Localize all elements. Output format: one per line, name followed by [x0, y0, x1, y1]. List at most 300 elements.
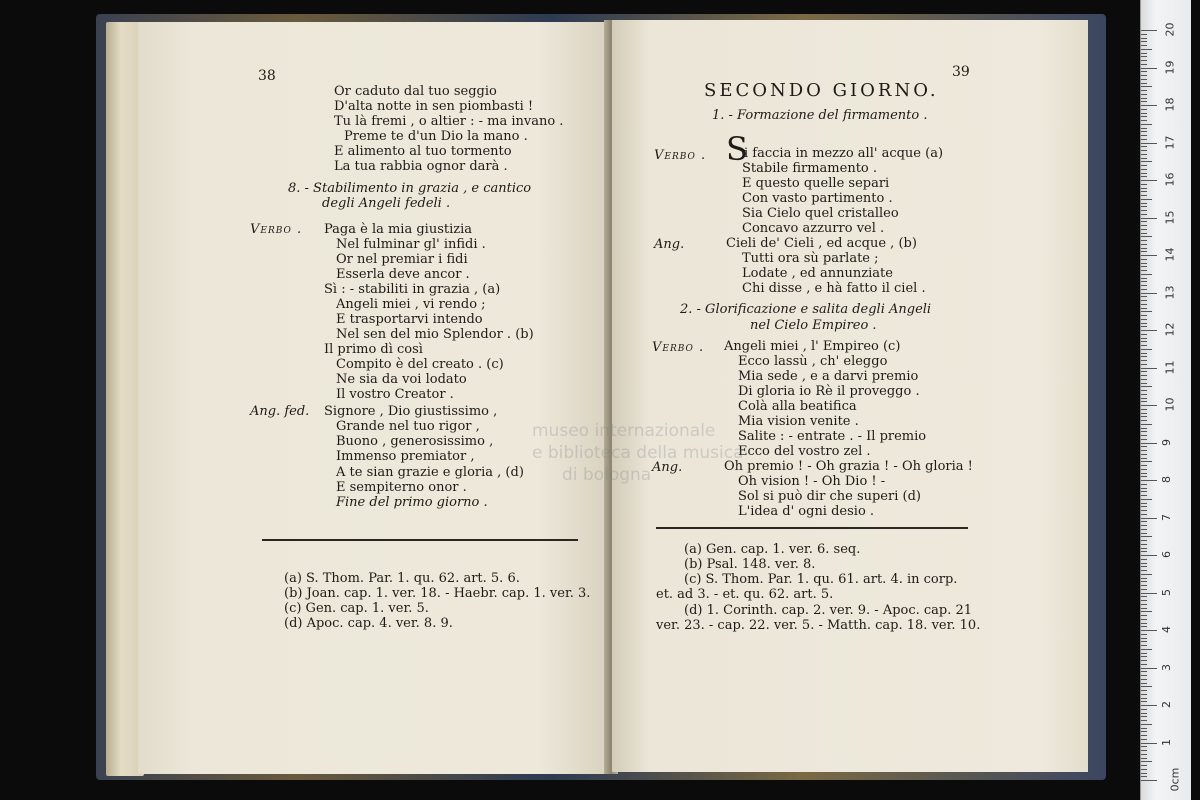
speaker-label: Verbo . [652, 340, 705, 355]
ruler-tick [1141, 356, 1147, 357]
ruler-tick [1141, 683, 1147, 684]
ruler-tick [1141, 60, 1147, 61]
ruler-tick [1141, 476, 1147, 477]
verse-line: Lodate , ed annunziate [742, 266, 893, 281]
ruler-label: 17 [1163, 135, 1177, 149]
verse-line: Cieli de' Cieli , ed acque , (b) [726, 236, 917, 251]
verse-line: Grande nel tuo rigor , [336, 419, 480, 434]
ruler-tick [1141, 510, 1147, 511]
ruler-tick [1141, 506, 1147, 507]
ruler-tick [1141, 345, 1147, 346]
ruler-tick [1141, 116, 1147, 117]
drop-cap: S [726, 130, 748, 168]
ruler-tick [1141, 49, 1152, 50]
ruler-tick [1141, 548, 1147, 549]
ruler-tick [1141, 705, 1157, 706]
ruler-tick [1141, 454, 1147, 455]
ruler-tick [1141, 311, 1152, 312]
ruler-tick [1141, 525, 1147, 526]
ruler-tick [1141, 139, 1147, 140]
ruler-tick [1141, 143, 1157, 144]
page-number-left: 38 [258, 68, 276, 84]
footnote: (b) Joan. cap. 1. ver. 18. - Haebr. cap. 1. ver. 3. [284, 586, 591, 601]
ruler-tick [1141, 150, 1147, 151]
ruler-tick [1141, 334, 1147, 335]
ruler-tick [1141, 296, 1147, 297]
ruler-tick [1141, 611, 1152, 612]
ruler-label: 3 [1160, 663, 1173, 671]
ruler-tick [1141, 754, 1147, 755]
ruler-tick [1141, 495, 1147, 496]
ruler-tick [1141, 233, 1147, 234]
ruler-tick [1141, 581, 1147, 582]
verse-line: Ecco del vostro zel . [738, 444, 871, 459]
ruler-tick [1141, 416, 1147, 417]
ruler-tick [1141, 330, 1157, 331]
verse-line: L'idea d' ogni desio . [738, 504, 875, 519]
ruler-tick [1141, 326, 1147, 327]
ruler-label: 0cm [1168, 767, 1182, 792]
ruler-label: 4 [1160, 626, 1173, 633]
ruler-tick [1141, 214, 1147, 215]
ruler-tick [1141, 259, 1147, 260]
ruler-tick [1141, 431, 1147, 432]
speaker-label: Ang. [652, 460, 683, 475]
ruler-tick [1141, 604, 1147, 605]
ruler-tick [1141, 375, 1147, 376]
ruler-tick [1141, 465, 1147, 466]
ruler-tick [1141, 195, 1147, 196]
verse-line: E sempiterno onor . [336, 480, 467, 495]
ruler-tick [1141, 383, 1147, 384]
ruler-tick [1141, 668, 1157, 669]
ruler-tick [1141, 308, 1147, 309]
ruler-tick [1141, 270, 1147, 271]
verse-line: Preme te d'un Dio la mano . [344, 129, 528, 144]
verse-line: Signore , Dio giustissimo , [324, 404, 498, 419]
ruler-tick [1141, 641, 1147, 642]
verse-line: Ecco lassù , ch' eleggo [738, 354, 888, 369]
footnote: (a) S. Thom. Par. 1. qu. 62. art. 5. 6. [284, 571, 520, 586]
ruler-tick [1141, 199, 1152, 200]
ruler-tick [1141, 563, 1147, 564]
ruler-tick [1141, 698, 1147, 699]
ruler-tick [1141, 758, 1147, 759]
ruler-label: 8 [1160, 476, 1173, 483]
ruler-tick [1141, 656, 1147, 657]
ruler-tick [1141, 244, 1147, 245]
ruler-tick [1141, 135, 1147, 136]
ruler-tick [1141, 113, 1147, 114]
footnote: (c) S. Thom. Par. 1. qu. 61. art. 4. in corp. [684, 572, 958, 587]
ruler-tick [1141, 450, 1147, 451]
ruler-tick [1141, 649, 1152, 650]
ruler-tick [1141, 585, 1147, 586]
ruler-tick [1141, 293, 1157, 294]
ruler-tick [1141, 274, 1152, 275]
ruler-tick [1141, 371, 1147, 372]
ruler-tick [1141, 101, 1147, 102]
ruler-tick [1141, 630, 1157, 631]
ruler-label: 2 [1160, 701, 1173, 708]
ruler-tick [1141, 679, 1147, 680]
verse-line: Tu là fremi , o altier : - ma invano . [334, 114, 564, 129]
verse-line: Sì : - stabiliti in grazia , (a) [324, 282, 501, 297]
verse-line: Oh vision ! - Oh Dio ! - [738, 474, 886, 489]
ruler-tick [1141, 349, 1152, 350]
ruler-tick [1141, 671, 1147, 672]
ruler-tick [1141, 289, 1147, 290]
ruler-tick [1141, 255, 1157, 256]
ruler-label: 13 [1163, 285, 1177, 299]
ruler-tick [1141, 341, 1147, 342]
section-heading: nel Cielo Empireo . [750, 318, 877, 333]
ruler-tick [1141, 773, 1147, 774]
ruler-tick [1141, 428, 1147, 429]
ruler-tick [1141, 540, 1147, 541]
verse-line: E alimento al tuo tormento [334, 144, 512, 159]
watermark-line: e biblioteca della musica [532, 443, 744, 463]
ruler-tick [1141, 720, 1147, 721]
ruler-tick [1141, 229, 1147, 230]
ruler-tick [1141, 83, 1147, 84]
ruler-tick [1141, 461, 1152, 462]
verse-line: Immenso premiator , [336, 449, 475, 464]
ruler-tick [1141, 765, 1147, 766]
library-watermark [532, 420, 744, 486]
verse-line: La tua rabbia ognor darà . [334, 159, 508, 174]
ruler-tick [1141, 360, 1147, 361]
ruler-tick [1141, 480, 1157, 481]
ruler-tick [1141, 401, 1147, 402]
verse-line: Mia vision venite . [738, 414, 859, 429]
ruler-tick [1141, 263, 1147, 264]
ruler-label: 19 [1163, 60, 1177, 74]
ruler-tick [1141, 45, 1147, 46]
ruler-tick [1141, 694, 1147, 695]
verse-line: Oh premio ! - Oh grazia ! - Oh gloria ! [724, 459, 973, 474]
ruler-tick [1141, 281, 1147, 282]
ruler-tick [1141, 544, 1147, 545]
verse-line: A te sian grazie e gloria , (d) [336, 465, 524, 480]
ruler-label: 12 [1163, 322, 1177, 337]
ruler-tick [1141, 536, 1152, 537]
section-heading: 2. - Glorificazione e salita degli Angeli [680, 302, 932, 317]
ruler-tick [1141, 379, 1147, 380]
ruler-tick [1141, 409, 1147, 410]
ruler-tick [1141, 709, 1147, 710]
ruler-tick [1141, 405, 1157, 406]
ruler-tick [1141, 251, 1147, 252]
verse-line: Concavo azzurro vel . [742, 221, 885, 236]
ruler-tick [1141, 146, 1147, 147]
ruler-tick [1141, 488, 1147, 489]
ruler-tick [1141, 469, 1147, 470]
ruler-label: 5 [1160, 588, 1173, 596]
left-page [138, 22, 608, 774]
ruler-tick [1141, 364, 1147, 365]
ruler-tick [1141, 593, 1157, 594]
ruler-tick [1141, 71, 1147, 72]
ruler-tick [1141, 41, 1147, 42]
verse-line: Esserla deve ancor . [336, 267, 470, 282]
ruler-tick [1141, 735, 1147, 736]
ruler-tick [1141, 473, 1147, 474]
ruler-tick [1141, 191, 1147, 192]
ruler-tick [1141, 724, 1152, 725]
ruler-tick [1141, 570, 1147, 571]
ruler-tick [1141, 623, 1147, 624]
ruler-tick [1141, 56, 1147, 57]
ruler-tick [1141, 210, 1147, 211]
ruler-tick [1141, 248, 1147, 249]
ruler-tick [1141, 596, 1147, 597]
ruler-tick [1141, 780, 1157, 781]
verse-line: Angeli miei , vi rendo ; [336, 297, 486, 312]
ruler-tick [1141, 203, 1147, 204]
ruler-tick [1141, 491, 1147, 492]
ruler-tick [1141, 439, 1147, 440]
ruler-tick [1141, 686, 1152, 687]
ruler-tick [1141, 645, 1147, 646]
verse-line: E questo quelle separi [742, 176, 890, 191]
ruler-tick [1141, 154, 1147, 155]
ruler-tick [1141, 158, 1147, 159]
ruler-tick [1141, 105, 1157, 106]
ruler-tick [1141, 701, 1147, 702]
ruler-tick [1141, 769, 1147, 770]
ruler-tick [1141, 79, 1147, 80]
ruler-tick [1141, 514, 1147, 515]
ruler-tick [1141, 86, 1152, 87]
verse-line: Il vostro Creator . [336, 387, 454, 402]
footnote: (a) Gen. cap. 1. ver. 6. seq. [684, 542, 861, 557]
ruler-tick [1141, 304, 1147, 305]
verse-line: Colà alla beatifica [738, 399, 857, 414]
ruler-tick [1141, 518, 1157, 519]
ruler-tick [1141, 443, 1157, 444]
ruler-tick [1141, 278, 1147, 279]
ruler-tick [1141, 221, 1147, 222]
ruler-tick [1141, 109, 1147, 110]
ruler-tick [1141, 420, 1147, 421]
ruler-tick [1141, 743, 1157, 744]
right-page [612, 20, 1088, 772]
ruler-tick [1141, 731, 1147, 732]
ruler-tick [1141, 34, 1147, 35]
footnote-rule [656, 527, 968, 529]
ruler-tick [1141, 589, 1147, 590]
ruler-tick [1141, 184, 1147, 185]
ruler-tick [1141, 120, 1147, 121]
ruler-tick [1141, 653, 1147, 654]
verse-line: Con vasto partimento . [742, 191, 893, 206]
footnote: (d) 1. Corinth. cap. 2. ver. 9. - Apoc. cap. 21 [684, 603, 973, 618]
ruler-label: 1 [1160, 738, 1173, 746]
ruler-tick [1141, 713, 1147, 714]
ruler-tick [1141, 53, 1147, 54]
ruler-tick [1141, 124, 1152, 125]
verse-line: Mia sede , e a darvi premio [738, 369, 919, 384]
ruler-tick [1141, 64, 1147, 65]
ruler-tick [1141, 660, 1147, 661]
ruler-tick [1141, 353, 1147, 354]
verse-line: Salite : - entrate . - Il premio [738, 429, 927, 444]
ruler-tick [1141, 169, 1147, 170]
ruler-tick [1141, 761, 1152, 762]
ruler-tick [1141, 94, 1147, 95]
ruler-tick [1141, 746, 1147, 747]
section-heading: 8. - Stabilimento in grazia , e cantico [288, 181, 532, 196]
ruler-tick [1141, 315, 1147, 316]
footnote-rule [262, 539, 578, 541]
verse-line: Nel fulminar gl' infidi . [336, 237, 486, 252]
ruler-label: 10 [1163, 397, 1177, 412]
verse-line: Or caduto dal tuo seggio [334, 84, 497, 99]
ruler-tick [1141, 664, 1147, 665]
ruler-label: 6 [1160, 551, 1173, 558]
ruler-tick [1141, 574, 1152, 575]
ruler-tick [1141, 68, 1157, 69]
ruler-tick [1141, 458, 1147, 459]
ruler-tick [1141, 776, 1147, 777]
verse-line: Paga è la mia giustizia [324, 222, 473, 237]
ruler-tick [1141, 206, 1147, 207]
ruler-label: 9 [1160, 438, 1173, 446]
ruler-tick [1141, 323, 1147, 324]
ruler-tick [1141, 626, 1147, 627]
ruler-tick [1141, 413, 1147, 414]
ruler-tick [1141, 173, 1147, 174]
verse-line: Tutti ora sù parlate ; [742, 251, 879, 266]
speaker-label: Verbo . [654, 148, 707, 163]
ruler-tick [1141, 90, 1147, 91]
ruler-tick [1141, 180, 1157, 181]
ruler-tick [1141, 551, 1147, 552]
speaker-label: Ang. [654, 237, 685, 252]
verse-line: Buono , generosissimo , [336, 434, 494, 449]
ruler-tick [1141, 638, 1147, 639]
section-heading: 1. - Formazione del firmamento . [712, 108, 928, 123]
ruler-tick [1141, 559, 1147, 560]
ruler-tick [1141, 619, 1147, 620]
ruler-label: 20 [1163, 22, 1177, 37]
ruler-tick [1141, 690, 1147, 691]
ruler-tick [1141, 319, 1147, 320]
ruler-tick [1141, 435, 1147, 436]
ruler-tick [1141, 75, 1147, 76]
ruler-tick [1141, 368, 1157, 369]
ruler-tick [1141, 521, 1147, 522]
ruler-tick [1141, 236, 1152, 237]
verse-line: Il primo dì così [324, 342, 423, 357]
speaker-label: Ang. fed. [250, 404, 310, 419]
verse-line: Angeli miei , l' Empireo (c) [724, 339, 901, 354]
page-number-right: 39 [952, 64, 970, 80]
ruler-tick [1141, 218, 1157, 219]
ruler-tick [1141, 225, 1147, 226]
verse-line: Or nel premiar i fidi [336, 252, 468, 267]
ruler-tick [1141, 398, 1147, 399]
verse-line: Chi disse , e hà fatto il ciel . [742, 281, 926, 296]
verse-line: D'alta notte in sen piombasti ! [334, 99, 534, 114]
verse-line: Sia Cielo quel cristalleo [742, 206, 899, 221]
ruler-tick [1141, 386, 1152, 387]
ruler-tick [1141, 503, 1147, 504]
ruler-tick [1141, 615, 1147, 616]
ruler-tick [1141, 578, 1147, 579]
verse-line: i faccia in mezzo all' acque (a) [744, 146, 944, 161]
speaker-label: Verbo . [250, 222, 303, 237]
section-heading: degli Angeli fedeli . [322, 196, 451, 211]
ruler-label: 15 [1163, 210, 1177, 224]
ruler-tick [1141, 394, 1147, 395]
footnote: ver. 23. - cap. 22. ver. 5. - Matth. cap. 18. ver. 10. [656, 618, 981, 633]
ruler-label: 16 [1163, 172, 1177, 187]
ruler-tick [1141, 165, 1147, 166]
watermark-line: di bologna [562, 465, 652, 485]
ruler-tick [1141, 131, 1147, 132]
ruler-tick [1141, 128, 1147, 129]
verse-line: Compito è del creato . (c) [336, 357, 504, 372]
verse-line: Ne sia da voi lodato [336, 372, 467, 387]
ruler-tick [1141, 750, 1147, 751]
ruler-tick [1141, 240, 1147, 241]
chapter-title: SECONDO GIORNO. [704, 80, 939, 101]
ruler-tick [1141, 634, 1147, 635]
ruler-tick [1141, 608, 1147, 609]
ruler-tick [1141, 533, 1147, 534]
ruler-label: 18 [1163, 97, 1177, 112]
ruler-tick [1141, 390, 1147, 391]
ruler-tick [1141, 266, 1147, 267]
ruler-tick [1141, 161, 1152, 162]
ruler-tick [1141, 566, 1147, 567]
ruler-tick [1141, 728, 1147, 729]
measuring-ruler [1140, 0, 1191, 800]
ruler-tick [1141, 30, 1157, 31]
ruler-tick [1141, 716, 1147, 717]
ruler-tick [1141, 176, 1147, 177]
ruler-tick [1141, 285, 1147, 286]
ruler-tick [1141, 38, 1147, 39]
ruler-tick [1141, 188, 1147, 189]
verse-line: Di gloria io Rè il proveggo . [738, 384, 920, 399]
ruler-tick [1141, 424, 1152, 425]
ruler-label: 11 [1163, 360, 1177, 374]
verse-line: Sol si può dir che superi (d) [738, 489, 921, 504]
footnote: (c) Gen. cap. 1. ver. 5. [284, 601, 429, 616]
ruler-tick [1141, 300, 1147, 301]
ruler-tick [1141, 555, 1157, 556]
ruler-tick [1141, 98, 1147, 99]
footnote: (d) Apoc. cap. 4. ver. 8. 9. [284, 616, 453, 631]
footnote: (b) Psal. 148. ver. 8. [684, 557, 816, 572]
verse-line: E trasportarvi intendo [336, 312, 483, 327]
ruler-tick [1141, 600, 1147, 601]
end-line: Fine del primo giorno . [336, 495, 488, 510]
ruler-tick [1141, 499, 1152, 500]
verse-line: Stabile firmamento . [742, 161, 878, 176]
watermark-line: museo internazionale [532, 421, 716, 441]
verse-line: Nel sen del mio Splendor . (b) [336, 327, 534, 342]
ruler-tick [1141, 739, 1147, 740]
ruler-tick [1141, 529, 1147, 530]
ruler-tick [1141, 446, 1147, 447]
ruler-label: 14 [1163, 247, 1177, 262]
ruler-tick [1141, 484, 1147, 485]
ruler-tick [1141, 338, 1147, 339]
